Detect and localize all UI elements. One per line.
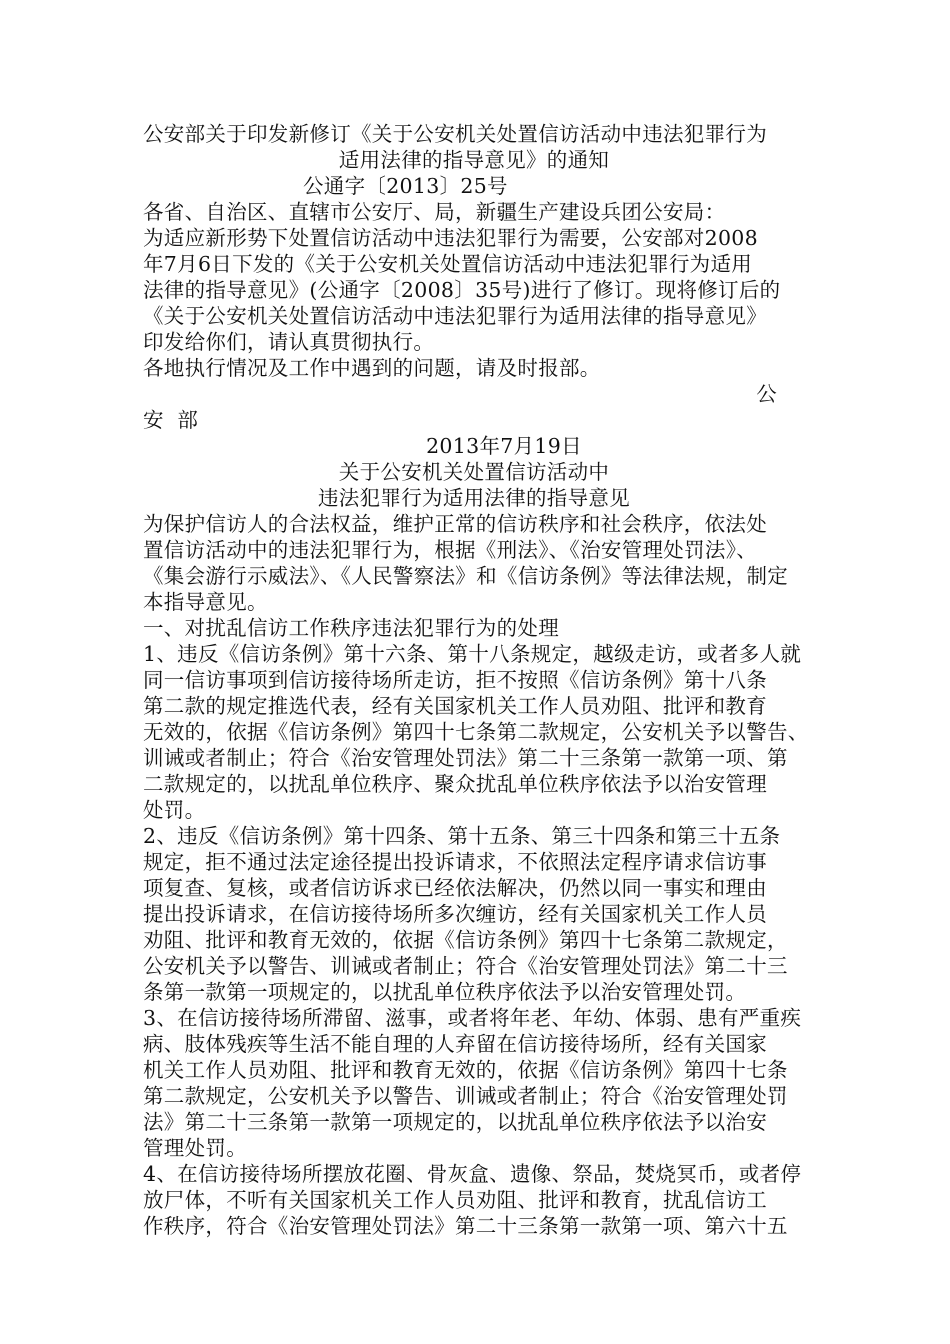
addressee: 各省、自治区、直辖市公安厅、局，新疆生产建设兵团公安局： [143,200,726,224]
item-line: 第二款规定，公安机关予以警告、训诫或者制止；符合《治安管理处罚 [143,1084,788,1108]
item-line: 法》第二十三条第一款第一项规定的，以扰乱单位秩序依法予以治安 [143,1110,767,1134]
intro-line: 年7月6日下发的《关于公安机关处置信访活动中违法犯罪行为适用 [143,252,753,276]
intro-line: 印发给你们，请认真贯彻执行。 [143,330,435,354]
item-line: 3、在信访接待场所滞留、滋事，或者将年老、年幼、体弱、患有严重疾 [143,1006,802,1030]
item-line: 训诫或者制止；符合《治安管理处罚法》第二十三条第一款第一项、第 [143,746,788,770]
item-line: 处罚。 [143,798,206,822]
preamble-line: 为保护信访人的合法权益，维护正常的信访秩序和社会秩序，依法处 [143,512,767,536]
preamble-line: 置信访活动中的违法犯罪行为，根据《刑法》、《治安管理处罚法》、 [143,538,758,562]
item-line: 作秩序，符合《治安管理处罚法》第二十三条第一款第一项、第六十五 [143,1214,788,1238]
intro-line: 为适应新形势下处置信访活动中违法犯罪行为需要，公安部对2008 [143,226,758,250]
item-line: 机关工作人员劝阻、批评和教育无效的，依据《信访条例》第四十七条 [143,1058,788,1082]
intro-paragraph [143,225,805,381]
item-2-paragraph [143,823,805,1005]
notice-title-line-2: 适用法律的指导意见》的通知 [338,148,610,172]
preamble-paragraph [143,511,805,615]
item-4-paragraph [143,1161,805,1239]
item-line: 二款规定的，以扰乱单位秩序、聚众扰乱单位秩序依法予以治安管理 [143,772,767,796]
item-line: 1、违反《信访条例》第十六条、第十八条规定，越级走访，或者多人就 [143,642,802,666]
preamble-line: 《集会游行示威法》、《人民警察法》和《信访条例》等法律法规，制定 [143,564,789,588]
intro-line: 法律的指导意见》(公通字〔2008〕35号)进行了修订。现将修订后的 [143,278,781,302]
opinion-title-line-1: 关于公安机关处置信访活动中 [338,460,610,484]
item-line: 同一信访事项到信访接待场所走访，拒不按照《信访条例》第十八条 [143,668,767,692]
item-line: 项复查、复核，或者信访诉求已经依法解决，仍然以同一事实和理由 [143,876,767,900]
item-line: 规定，拒不通过法定途径提出投诉请求，不依照法定程序请求信访事 [143,850,767,874]
document-number: 公通字〔2013〕25号 [303,174,508,198]
item-line: 劝阻、批评和教育无效的，依据《信访条例》第四十七条第二款规定， [143,928,788,952]
item-line: 第二款的规定推选代表，经有关国家机关工作人员劝阻、批评和教育 [143,694,767,718]
preamble-line: 本指导意见。 [143,590,268,614]
item-line: 2、违反《信访条例》第十四条、第十五条、第三十四条和第三十五条 [143,824,781,848]
item-line: 公安机关予以警告、训诫或者制止；符合《治安管理处罚法》第二十三 [143,954,788,978]
notice-title-line-1: 公安部关于印发新修订《关于公安机关处置信访活动中违法犯罪行为 [143,122,767,146]
item-line: 管理处罚。 [143,1136,247,1160]
item-line: 无效的，依据《信访条例》第四十七条第二款规定，公安机关予以警告、 [143,720,809,744]
intro-line: 各地执行情况及工作中遇到的问题，请及时报部。 [143,356,601,380]
intro-line: 《关于公安机关处置信访活动中违法犯罪行为适用法律的指导意见》 [143,304,767,328]
item-line: 4、在信访接待场所摆放花圈、骨灰盒、遗像、祭品，焚烧冥币，或者停 [143,1162,802,1186]
item-line: 放尸体，不听有关国家机关工作人员劝阻、批评和教育，扰乱信访工 [143,1188,767,1212]
signer-part-1: 公 [756,382,777,406]
issue-date: 2013年7月19日 [426,434,582,458]
item-line: 条第一款第一项规定的，以扰乱单位秩序依法予以治安管理处罚。 [143,980,747,1004]
section-heading: 一、对扰乱信访工作秩序违法犯罪行为的处理 [143,616,559,640]
item-3-paragraph [143,1005,805,1161]
document-body [143,121,809,1239]
item-1-paragraph [143,641,809,823]
opinion-title-line-2: 违法犯罪行为适用法律的指导意见 [318,486,630,510]
item-line: 提出投诉请求，在信访接待场所多次缠访，经有关国家机关工作人员 [143,902,767,926]
signer-part-2: 安 部 [143,408,199,432]
item-line: 病、肢体残疾等生活不能自理的人弃留在信访接待场所，经有关国家 [143,1032,767,1056]
